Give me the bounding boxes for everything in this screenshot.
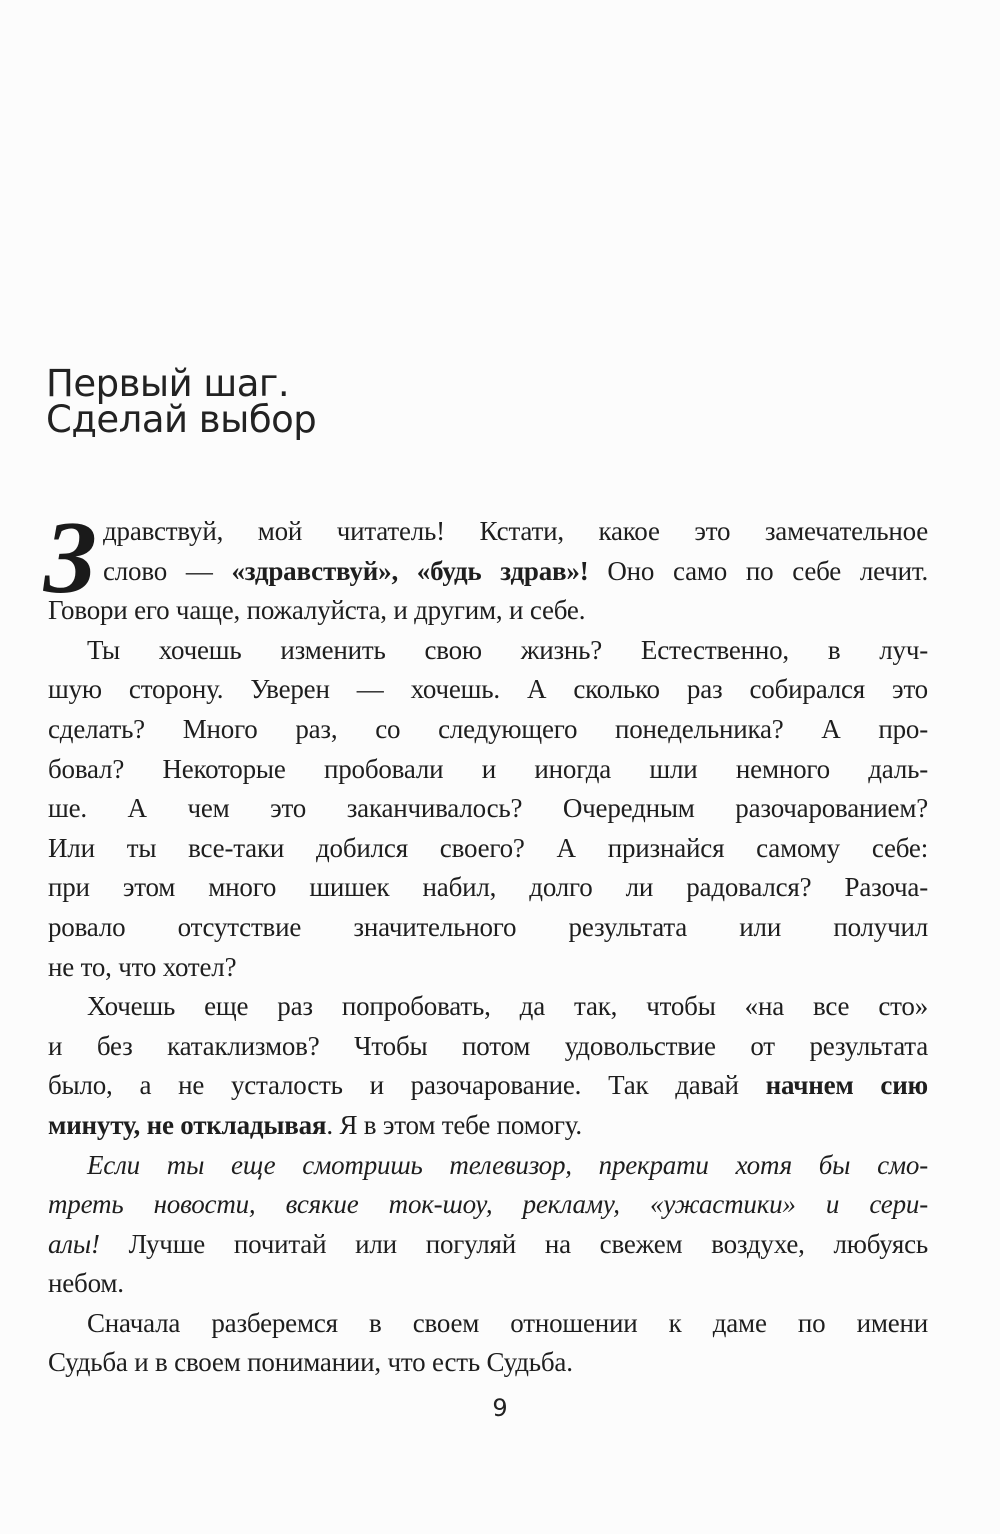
- text-run: Судьба и в своем понимании, что есть Судьба.: [48, 1347, 573, 1378]
- text-line: [48, 1264, 928, 1304]
- text-line: [48, 670, 928, 710]
- text-line: [48, 1343, 928, 1383]
- text-line: [48, 948, 928, 988]
- text-line: [48, 710, 928, 750]
- text-line: [48, 1066, 928, 1106]
- text-run: . Я в этом тебе помогу.: [326, 1109, 582, 1140]
- text-line: [48, 1027, 928, 1067]
- text-line: [48, 987, 928, 1027]
- italic-text: Если ты еще смотришь телевизор, прекрати хотя бы смо-: [87, 1149, 928, 1180]
- text-run: не то, что хотел?: [48, 951, 237, 982]
- text-run: Или ты все-таки добился своего? А признайся самому себе:: [48, 832, 928, 863]
- bold-text: начнем сию: [765, 1070, 928, 1101]
- text-run: и без катаклизмов? Чтобы потом удовольствие от результата: [48, 1030, 928, 1061]
- text-run: бовал? Некоторые пробовали и иногда шли немного даль-: [48, 753, 928, 784]
- paragraph: [48, 1146, 928, 1304]
- text-line: [48, 1106, 928, 1146]
- text-line: [48, 512, 928, 552]
- text-run: Оно само по себе лечит.: [588, 555, 928, 586]
- text-line: [48, 908, 928, 948]
- text-run: было, а не усталость и разочарование. Так давай: [48, 1070, 766, 1101]
- paragraph: [48, 1304, 928, 1383]
- paragraph: [48, 512, 928, 631]
- text-run: ше. А чем это заканчивалось? Очередным разочарованием?: [48, 793, 928, 824]
- text-run: Лучше почитай или погуляй на свежем воздухе, любуясь: [99, 1228, 928, 1259]
- text-run: дравствуй, мой читатель! Кстати, какое это замечательное: [103, 516, 928, 546]
- text-line: [48, 829, 928, 869]
- text-run: Хочешь еще раз попробовать, да так, чтобы «на все сто»: [87, 991, 928, 1022]
- chapter-title-line-2: Сделай выбор: [46, 398, 317, 441]
- text-run: Сначала разберемся в своем отношении к даме по имени: [87, 1307, 928, 1338]
- text-line: [48, 552, 928, 592]
- text-line: [48, 1304, 928, 1344]
- text-run: Говори его чаще, пожалуйста, и другим, и себе.: [48, 595, 586, 626]
- text-run: шую сторону. Уверен — хочешь. А сколько раз собирался это: [48, 674, 928, 705]
- text-line: [48, 1146, 928, 1186]
- chapter-title-line-1: Первый шаг.: [46, 362, 290, 405]
- page-number: 9: [492, 1394, 508, 1422]
- text-line: [48, 591, 928, 631]
- text-line: [48, 1225, 928, 1265]
- drop-cap: З: [44, 500, 97, 615]
- text-run: ровало отсутствие значительного результата или получил: [48, 911, 928, 942]
- text-line: [48, 868, 928, 908]
- text-line: [48, 1185, 928, 1225]
- text-run: при этом много шишек набил, долго ли радовался? Разоча-: [48, 872, 928, 903]
- text-line: [48, 789, 928, 829]
- paragraph: [48, 631, 928, 987]
- text-run: Ты хочешь изменить свою жизнь? Естественно, в луч-: [87, 634, 928, 665]
- paragraph: [48, 987, 928, 1145]
- text-run: сделать? Много раз, со следующего понедельника? А про-: [48, 713, 928, 744]
- italic-text: алы!: [48, 1228, 100, 1259]
- bold-text: «здравствуй», «будь здрав»!: [231, 555, 589, 586]
- text-line: [48, 631, 928, 671]
- italic-text: треть новости, всякие ток-шоу, рекламу, «ужастики» и сери-: [48, 1189, 928, 1220]
- text-run: небом.: [48, 1268, 124, 1299]
- text-run: слово —: [103, 555, 232, 586]
- body-text: [48, 512, 928, 1383]
- text-line: [48, 750, 928, 790]
- bold-text: минуту, не откладывая: [48, 1109, 327, 1140]
